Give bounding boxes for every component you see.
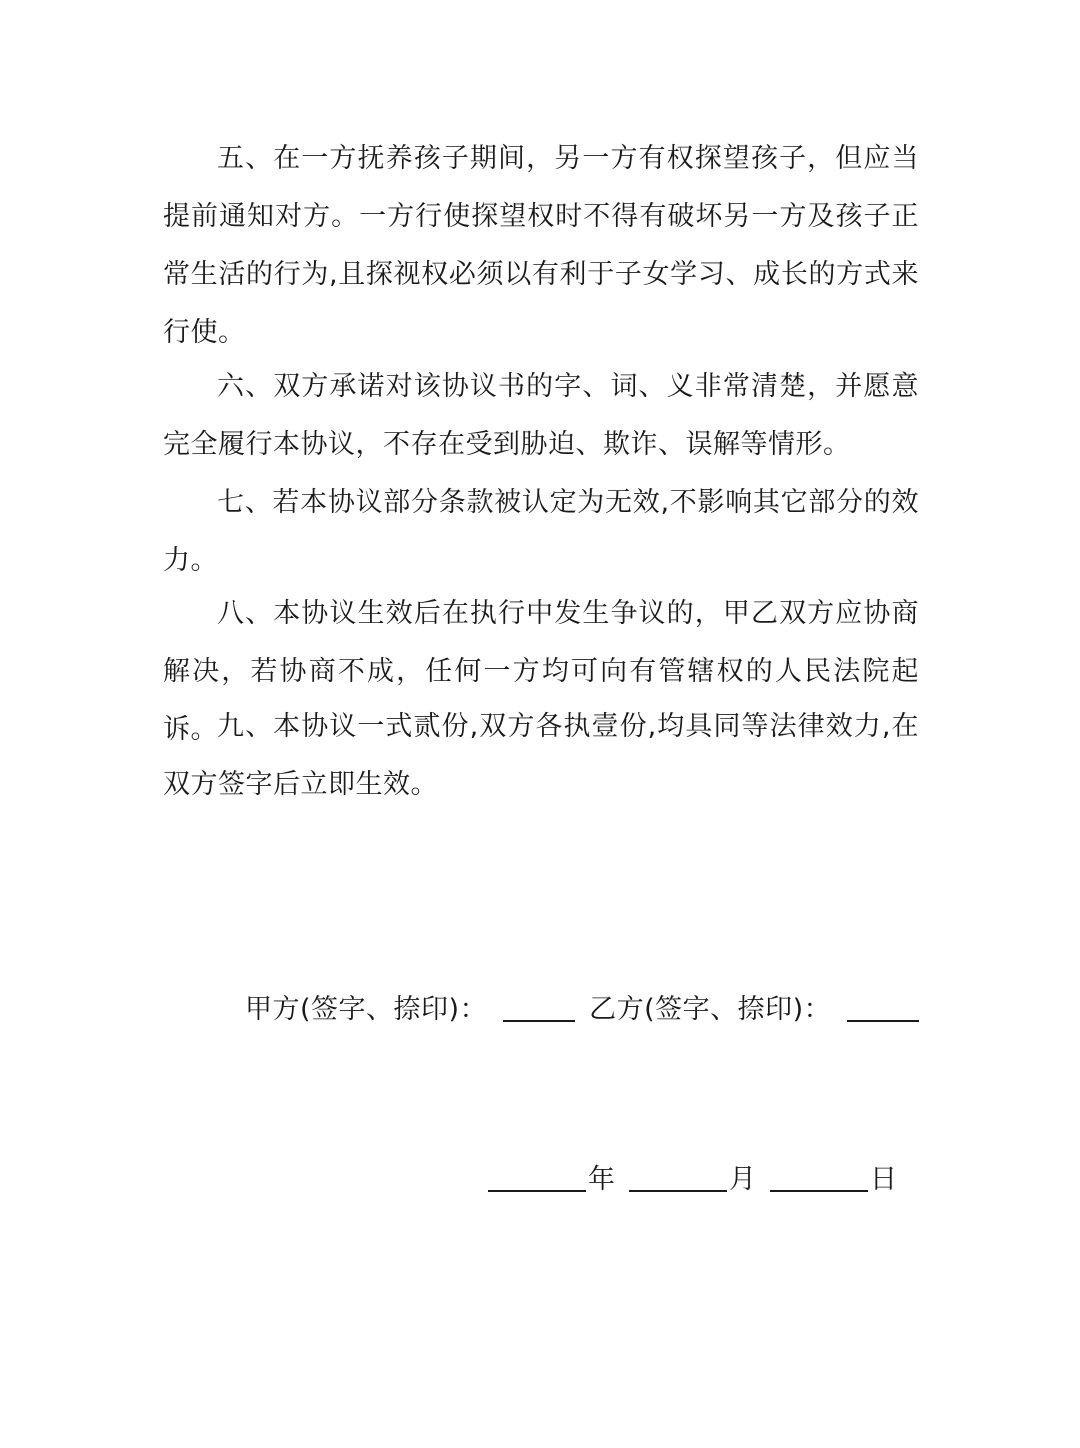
clause-8: 八、本协议生效后在执行中发生争议的，甲乙双方应协商解决，若协商不成，任何一方均可向有管辖权的人民法院起诉。: [163, 598, 919, 745]
signature-row: [245, 988, 933, 1032]
year-label: 年: [588, 1164, 615, 1195]
party-a-label: 甲方(签字、捺印)：: [245, 994, 488, 1025]
date-row: [488, 1158, 897, 1202]
year-blank: [488, 1160, 586, 1192]
party-a-signature-blank: [503, 990, 575, 1022]
day-blank: [770, 1160, 868, 1192]
clause-9: 九、本协议一式贰份,双方各执壹份,均具同等法律效力,在双方签字后立即生效。: [163, 711, 919, 800]
clause-6: 六、双方承诺对该协议书的字、词、义非常清楚，并愿意完全履行本协议，不存在受到胁迫、欺诈、误解等情形。: [163, 371, 919, 460]
month-blank: [629, 1160, 727, 1192]
clause-7: 七、若本协议部分条款被认定为无效,不影响其它部分的效力。: [163, 487, 919, 576]
party-b-label: 乙方(签字、捺印)：: [589, 994, 832, 1025]
party-b-signature-blank: [847, 990, 919, 1022]
month-label: 月: [729, 1164, 756, 1195]
clause-5: 五、在一方抚养孩子期间，另一方有权探望孩子，但应当提前通知对方。一方行使探望权时不得有破坏另一方及孩子正常生活的行为,且探视权必须以有利于子女学习、成长的方式来行使。: [163, 143, 919, 348]
day-label: 日: [870, 1164, 897, 1195]
